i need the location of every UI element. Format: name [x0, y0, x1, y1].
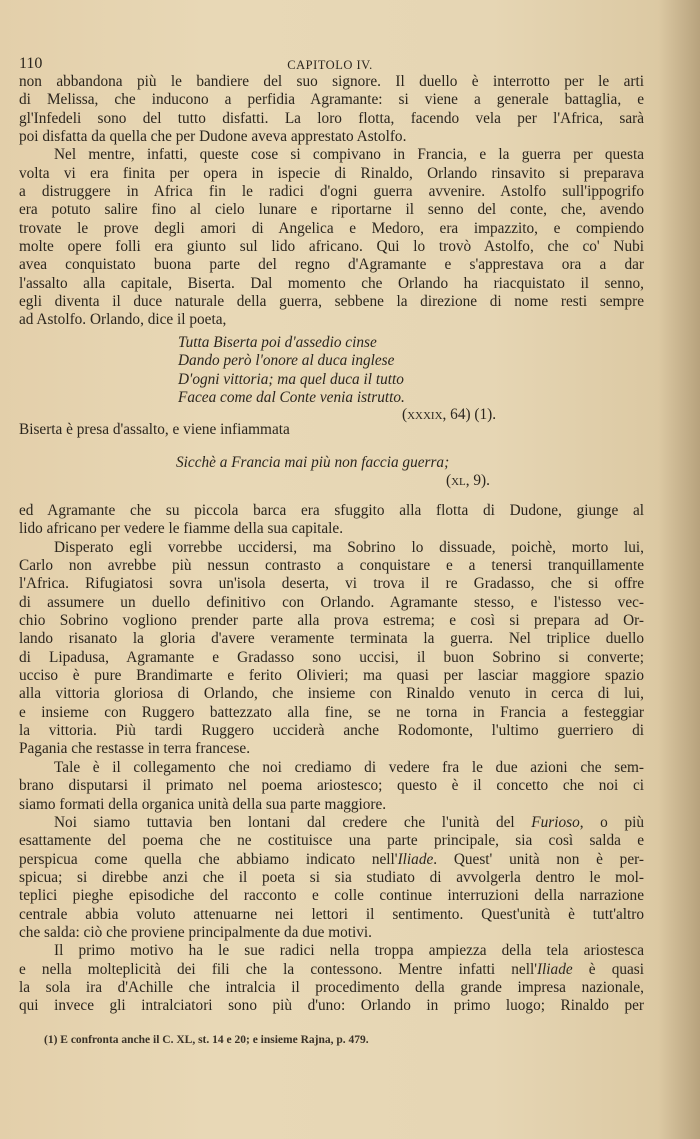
text-line [19, 961, 644, 979]
italic-title: Furioso [531, 813, 580, 831]
text-line: l'Africa. Rifugiatosi sovra un'isola deserta, vi trova il re Gradasso, che si offre [19, 575, 644, 593]
text-line: la vittoria. Più tardi Ruggero ucciderà anche Rodomonte, l'ultimo guerriero di [19, 722, 644, 740]
page-number: 110 [19, 55, 43, 72]
text-line: Carlo non avrebbe più nessun contrasto a conquistare e a tenersi tranquillamente [19, 557, 644, 575]
text-line: Facea come dal Conte venia istrutto. [178, 389, 405, 407]
text-line: non abbandona più le bandiere del suo signore. Il duello è interrotto per le arti [19, 73, 644, 90]
text-line: Pagania che restasse in terra francese. [19, 740, 251, 758]
text-line: Nel mentre, infatti, queste cose si compivano in Francia, e la guerra per questa [54, 146, 644, 164]
text-line: poi disfatta da quella che per Dudone aveva apprestato Astolfo. [19, 128, 407, 146]
text-segment: , o più [579, 813, 644, 831]
text-segment: . Quest' unità non è per- [433, 850, 644, 868]
text-line: gl'Infedeli sono del tutto disfatti. La loro flotta, facendo vela per l'Africa, sarà [19, 109, 644, 127]
italic-title: Iliade [397, 850, 434, 868]
text-line: di Melissa, che inducono a perfidia Agramante: si viene a generale battaglia, e [19, 91, 644, 109]
text-segment: Noi siamo tuttavia ben lontani dal credere che l'unità del [54, 813, 532, 831]
text-line: a distruggere in Africa fin le radici d'ogni guerra avvenire. Astolfo sull'ippogrifo [19, 183, 644, 201]
text-line: brano disputarsi il primato nel poema ariostesco; questo è il concetto che noi ci [19, 777, 644, 795]
body-text-block-a [19, 73, 644, 330]
text-line: e insieme con Ruggero battezzato alla fine, se ne torna in Francia a festeggiar [19, 703, 644, 721]
text-line: Sicchè a Francia mai più non faccia guerra; [176, 454, 450, 471]
text-line: molte opere folli era giunto sul lido africano. Qui lo trovò Astolfo, che co' Nubi [19, 238, 644, 256]
text-line [19, 814, 644, 832]
text-line: Dando però l'onore al duca inglese [178, 352, 395, 370]
bridge-line [19, 421, 644, 439]
text-line: lando risanato la gloria d'avere veramente terminata la guerra. Nel triplice duello [19, 630, 644, 648]
text-line: Tutta Biserta poi d'assedio cinse [178, 334, 377, 351]
verse-reference-2: (xl, 9). [446, 472, 490, 489]
text-line: esattamente del poema che ne costituisce una parte principale, sia così salda e [19, 832, 644, 850]
italic-title: Iliade [536, 960, 573, 978]
text-segment: perspicua come quella che abbiamo indicato nell' [19, 850, 398, 868]
text-line: lido africano per vedere le fiamme della sua capitale. [19, 520, 344, 538]
text-line: siamo formati della organica unità della sua parte maggiore. [19, 795, 387, 813]
text-line: centrale abbia voluto attenuarne nei lettori il sentimento. Quest'unità è tutt'altro [19, 905, 644, 923]
text-line: ed Agramante che su piccola barca era sfuggito alla flotta di Dudone, giunge al [19, 502, 644, 519]
text-line: teplici pieghe episodiche del racconto e colle continue interruzioni della narrazione [19, 887, 644, 905]
text-line: trovate le prove degli amori di Angelica e Medoro, era impazzito, e compiendo [19, 219, 644, 237]
verse-quote-2 [176, 454, 449, 472]
text-line: alla vittoria gloriosa di Orlando, che insieme con Rinaldo venuto in cerca di lui, [19, 685, 644, 703]
text-line: ad Astolfo. Orlando, dice il poeta, [19, 311, 227, 329]
text-line: era potuto salire fino al cielo lunare e riportarne il senno del conte, che, avendo [19, 201, 644, 219]
text-line: di assumere un duello definitivo con Orlando. Agramante stesso, e l'istesso vec- [19, 593, 644, 611]
footnote: (1) E confronta anche il C. XL, st. 14 e 20; e insieme Rajna, p. 479. [44, 1034, 369, 1046]
text-line: Disperato egli vorrebbe uccidersi, ma Sobrino lo dissuade, poichè, morto lui, [54, 538, 644, 556]
text-line: volta vi era finita per opera in ispecie di Rinaldo, Orlando rinsavito si preparava [19, 164, 644, 182]
text-segment: è quasi [572, 960, 644, 978]
text-line: l'assalto alla capitale, Biserta. Dal momento che Orlando ha riacquistato il senno, [19, 274, 644, 292]
text-line: ucciso è pure Brandimarte e ferito Olivieri; ma quasi per lasciar maggiore spazio [19, 667, 644, 685]
verse-quote-1 [178, 334, 405, 407]
text-line: Biserta è presa d'assalto, e viene infiammata [19, 421, 290, 438]
text-line: D'ogni vittoria; ma quel duca il tutto [178, 370, 404, 388]
text-line: spicua; si direbbe anzi che il poeta si sia studiato di avvolgerla dentro le mol- [19, 868, 644, 886]
body-text-block-b [19, 502, 644, 1016]
text-line: qui invece gli intralciatori sono più d'uno: Orlando in primo luogo; Rinaldo per [19, 997, 644, 1015]
text-line: che salda: ciò che proviene principalmente da due motivi. [19, 923, 372, 941]
text-line: avea conquistato buona parte del regno d'Agramante e s'apprestava ora a dar [19, 256, 644, 274]
text-line: la sola ira d'Achille che intralcia il procedimento della grande impresa nazionale, [19, 978, 644, 996]
text-line: chio Sobrino vogliono prender parte alla prova estrema; e così si prepara ad Or- [19, 612, 644, 630]
verse-reference-1: (xxxix, 64) (1). [402, 406, 497, 423]
text-line: Il primo motivo ha le sue radici nella troppa ampiezza della tela ariostesca [54, 942, 644, 960]
text-line: Tale è il collegamento che noi crediamo di vedere fra le due azioni che sem- [54, 758, 644, 776]
text-line: egli diventa il duce naturale della guerra, sebbene la direzione di nome resti sempre [19, 293, 644, 311]
running-title: CAPITOLO IV. [287, 58, 373, 72]
text-line: di Lipadusa, Agramante e Gradasso sono uccisi, il buon Sobrino si converte; [19, 648, 644, 666]
text-segment: e nella molteplicità dei fili che la contessono. Mentre infatti nell' [19, 960, 537, 978]
text-line [19, 851, 644, 869]
